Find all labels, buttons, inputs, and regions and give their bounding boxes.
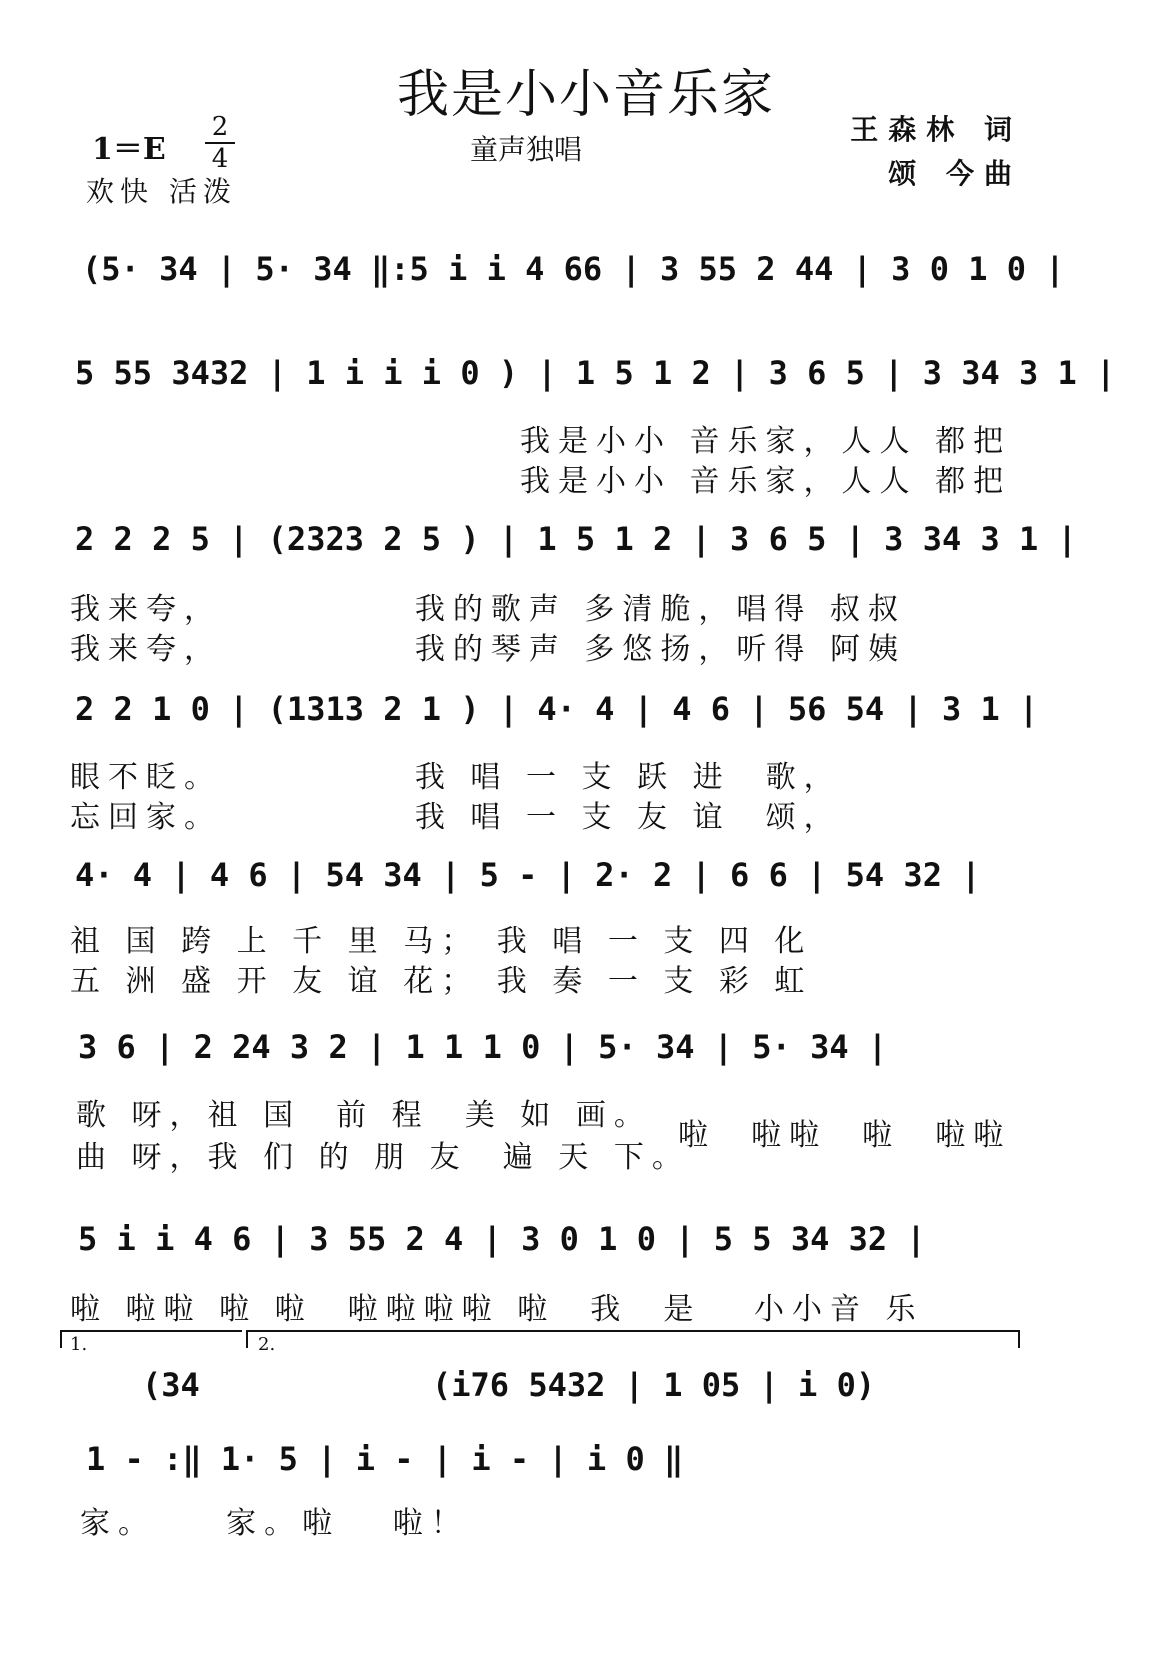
notes: 1 - :‖ 1· 5 | i - | i - | i 0 ‖: [86, 1440, 684, 1478]
song-title: 我是小小音乐家: [396, 65, 775, 125]
notes: (i76 5432 | 1 05 | i 0): [432, 1366, 876, 1404]
time-signature-bottom: 4: [211, 144, 229, 174]
lyric-side: 啦 啦啦 啦 啦啦: [678, 1118, 1012, 1153]
lyric-verse-2: 我来夸， 我的琴声 多悠扬，听得 阿姨: [70, 632, 906, 667]
notes: 3 6 | 2 24 3 2 | 1 1 1 0 | 5· 34 | 5· 34 |: [78, 1028, 888, 1066]
lyric-verse-1: 我来夸， 我的歌声 多清脆，唱得 叔叔: [70, 592, 906, 627]
volta-bracket-2: [246, 1330, 1020, 1348]
lyric-verse-1: 祖 国 跨 上 千 里 马； 我 唱 一 支 四 化: [70, 924, 813, 959]
lyric-verse-2: 我是小小 音乐家，人人 都把: [520, 464, 1012, 499]
lyric-verse-2: 忘回家。 我 唱 一 支 友 谊 颂，: [70, 800, 842, 835]
notes: 5 i i 4 6 | 3 55 2 4 | 3 0 1 0 | 5 5 34 32 |: [78, 1220, 926, 1258]
lyric-verse-2: 五 洲 盛 开 友 谊 花； 我 奏 一 支 彩 虹: [70, 964, 813, 999]
lyric-verse-1: 啦 啦啦 啦 啦 啦啦啦啦 啦 我 是 小小音 乐: [70, 1292, 924, 1327]
volta-bracket-1: [60, 1330, 242, 1348]
subtitle: 童声独唱: [470, 133, 583, 166]
notes: 5 55 3432 | 1 i i i 0 ) | 1 5 1 2 | 3 6 5 | 3 34 3 1 |: [75, 354, 1116, 392]
lyric-verse-1: 歌 呀，祖 国 前 程 美 如 画。: [76, 1098, 652, 1133]
volta-label-2: 2.: [258, 1334, 276, 1355]
score-line-1: [0, 250, 1172, 326]
key-signature: 1＝E: [92, 132, 166, 167]
time-signature: [205, 114, 235, 172]
lyric-verse-1: 家。 家。啦 啦！: [80, 1506, 469, 1541]
lyricist-credit: 王森林 词: [850, 113, 1022, 146]
notes: 2 2 2 5 | (2323 2 5 ) | 1 5 1 2 | 3 6 5 | 3 34 3 1 |: [75, 520, 1077, 558]
notes: 4· 4 | 4 6 | 54 34 | 5 - | 2· 2 | 6 6 | 54 32 |: [75, 856, 981, 894]
time-signature-top: 2: [211, 112, 229, 142]
lyric-verse-1: 眼不眨。 我 唱 一 支 跃 进 歌，: [70, 760, 842, 795]
notes: 2 2 1 0 | (1313 2 1 ) | 4· 4 | 4 6 | 56 54 | 3 1 |: [75, 690, 1039, 728]
tempo-marking: 欢快 活泼: [86, 175, 237, 208]
lyric-verse-2: 曲 呀，我 们 的 朋 友 遍 天 下。: [76, 1140, 690, 1175]
notes: (34: [142, 1366, 200, 1404]
lyric-verse-1: 我是小小 音乐家，人人 都把: [520, 424, 1012, 459]
composer-credit: 颂 今曲: [888, 157, 1022, 190]
volta-label-1: 1.: [70, 1334, 88, 1355]
notes: (5· 34 | 5· 34 ‖:5 i i 4 66 | 3 55 2 44 | 3 0 1 0 |: [82, 250, 1065, 288]
